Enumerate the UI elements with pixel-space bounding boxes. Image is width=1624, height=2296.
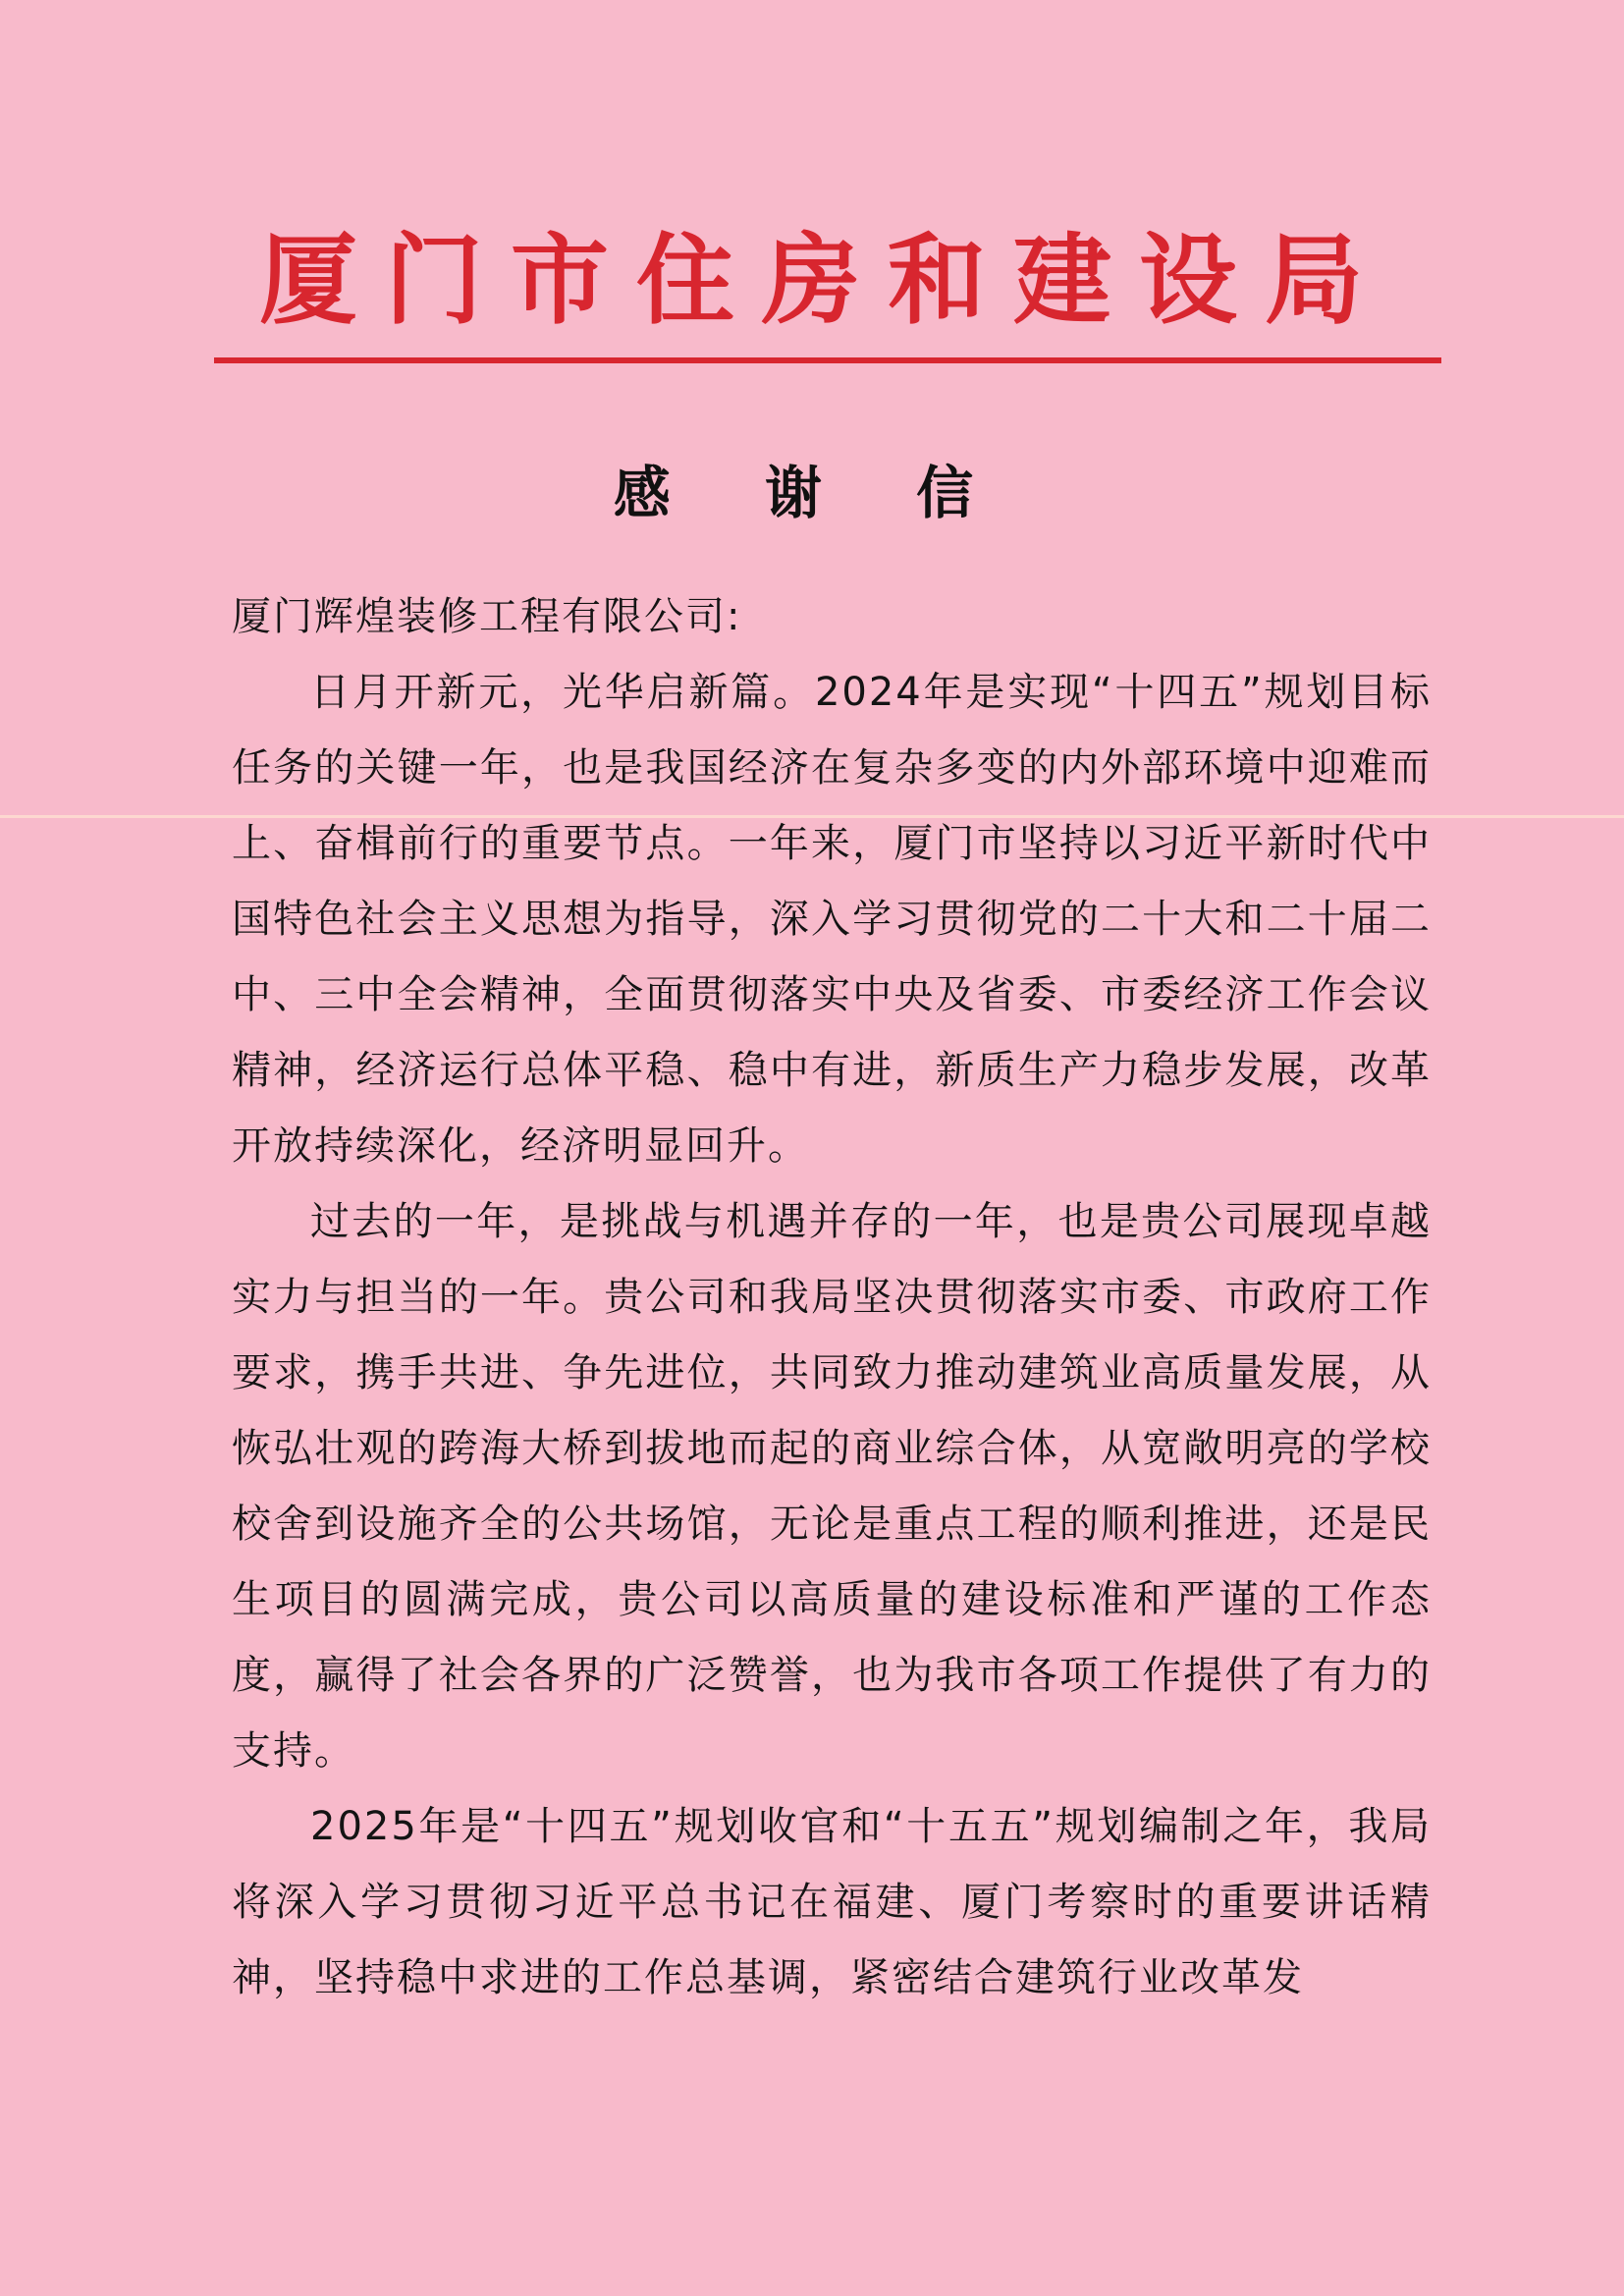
paragraph-3: 2025年是“十四五”规划收官和“十五五”规划编制之年，我局将深入学习贯彻习近平总书记在福建、厦门考察时的重要讲话精神，坚持稳中求进的工作总基调，紧密结合建筑行业改革发: [232, 1804, 1432, 2000]
document-title: 感 谢 信: [613, 460, 1011, 526]
paragraph-1: 日月开新元，光华启新篇。2024年是实现“十四五”规划目标任务的关键一年，也是我国经济在复杂多变的内外部环境中迎难而上、奋楫前行的重要节点。一年来，厦门市坚持以习近平新时代中国特色社会主义思想为指导，深入学习贯彻党的二十大和二十届二中、三中全会精神，全面贯彻落实中央及省委、市委经济工作会议精神，经济运行总体平稳、稳中有进，新质生产力稳步发展，改革开放持续深化，经济明显回升。: [232, 670, 1432, 1169]
paragraph-2: 过去的一年，是挑战与机遇并存的一年，也是贵公司展现卓越实力与担当的一年。贵公司和我局坚决贯彻落实市委、市政府工作要求，携手共进、争先进位，共同致力推动建筑业高质量发展，从恢弘壮观的跨海大桥到拔地而起的商业综合体，从宽敞明亮的学校校舍到设施齐全的公共场馆，无论是重点工程的顺利推进，还是民生项目的圆满完成，贵公司以高质量的建设标准和严谨的工作态度，赢得了社会各界的广泛赞誉，也为我市各项工作提供了有力的支持。: [232, 1199, 1432, 1774]
letterhead-red-rule: [214, 357, 1441, 363]
letter-body: [232, 579, 1432, 2016]
salutation: 厦门辉煌装修工程有限公司:: [232, 594, 742, 639]
letterhead-org-name: 厦门市住房和建设局: [259, 222, 1390, 338]
